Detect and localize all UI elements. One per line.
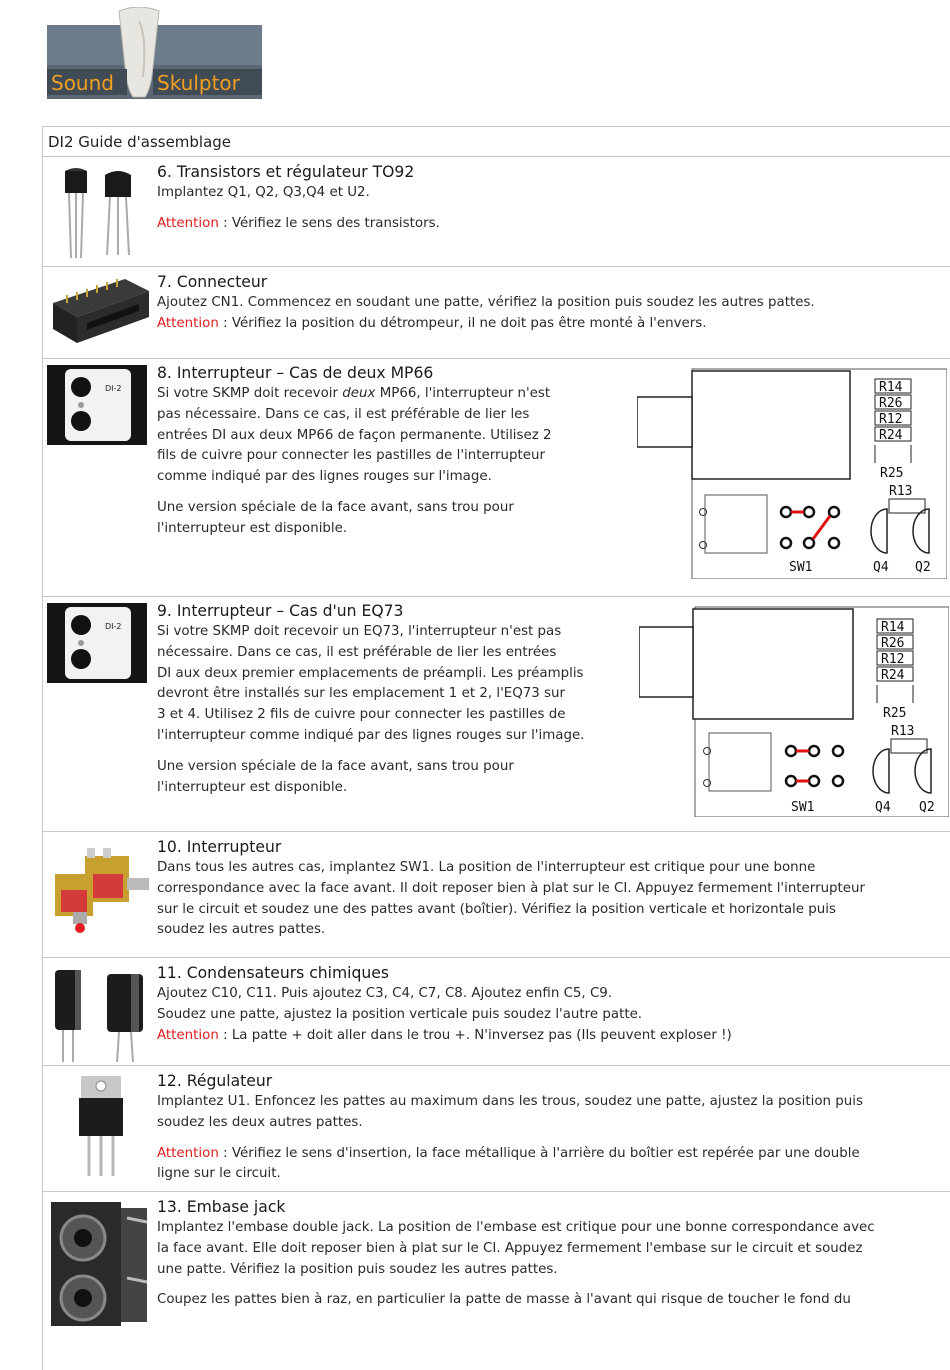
section-body [157, 1197, 947, 1311]
body-line: l'interrupteur est disponible. [157, 520, 348, 536]
section-heading: 8. Interrupteur – Cas de deux MP66 [157, 364, 434, 382]
section-switch-mp66 [42, 359, 950, 597]
body-line: une patte. Vérifiez la position puis soudez les autres pattes. [157, 1261, 558, 1277]
body-line: 3 et 4. Utilisez 2 fils de cuivre pour connecter les pastilles de [157, 707, 566, 723]
section-body [157, 837, 947, 941]
attention-label: Attention [157, 215, 219, 231]
attention-label: Attention [157, 315, 219, 331]
section-heading: 6. Transistors et régulateur TO92 [157, 163, 415, 181]
svg-text:Q4: Q4 [873, 560, 889, 575]
body-line: Soudez une patte, ajustez la position verticale puis soudez l'autre patte. [157, 1006, 643, 1022]
svg-text:R12: R12 [881, 652, 905, 667]
section-body [157, 1071, 947, 1185]
section-heading: 13. Embase jack [157, 1198, 286, 1216]
section-heading: 12. Régulateur [157, 1072, 273, 1090]
toggle-switch-photo [47, 838, 153, 938]
section-body [157, 963, 947, 1046]
svg-text:R26: R26 [879, 396, 903, 411]
section-heading: 10. Interrupteur [157, 838, 282, 856]
body-line: sur le circuit et soudez une des pattes avant (boîtier). Vérifiez la position verticale et horizontale puis [157, 901, 836, 917]
pcb-diagram-eq73 [639, 605, 949, 817]
body-line: l'interrupteur est disponible. [157, 779, 348, 795]
front-panel-photo [47, 365, 147, 445]
section-transistors [42, 157, 950, 267]
attention-label: Attention [157, 1027, 219, 1043]
svg-text:R12: R12 [879, 412, 903, 427]
svg-text:SW1: SW1 [791, 800, 815, 815]
front-panel-photo [47, 603, 147, 683]
section-connector [42, 267, 950, 359]
body-line: Ajoutez C10, C11. Puis ajoutez C3, C4, C7, C8. Ajoutez enfin C5, C9. [157, 986, 613, 1001]
body-line: Si votre SKMP doit recevoir deux MP66, l'interrupteur n'est [157, 386, 551, 401]
body-line: Si votre SKMP doit recevoir un EQ73, l'interrupteur n'est pas [157, 624, 562, 639]
body-line: Une version spéciale de la face avant, sans trou pour [157, 758, 514, 774]
svg-text:R26: R26 [881, 636, 905, 651]
section-heading: 7. Connecteur [157, 273, 268, 291]
body-line: fils de cuivre pour connecter les pastilles de l'interrupteur [157, 448, 545, 464]
body-line: Une version spéciale de la face avant, sans trou pour [157, 499, 514, 515]
body-line: la face avant. Elle doit reposer bien à plat sur le CI. Appuyez fermement l'embase sur le circuit et soudez [157, 1240, 863, 1256]
pcb-diagram-mp66 [637, 367, 947, 579]
attention-label: Attention [157, 1145, 219, 1161]
capacitor-photo [47, 964, 153, 1064]
logo-word-skulptor: Skulptor [157, 71, 240, 95]
body-line: Implantez l'embase double jack. La position de l'embase est critique pour une bonne correspondance avec [157, 1220, 875, 1235]
section-regulator [42, 1066, 950, 1192]
body-line: l'interrupteur comme indiqué par des lignes rouges sur l'image. [157, 727, 585, 743]
svg-text:R24: R24 [879, 428, 903, 443]
svg-text:SW1: SW1 [789, 560, 813, 575]
logo-word-sound: Sound [51, 71, 114, 95]
body-line: Dans tous les autres cas, implantez SW1. La position de l'interrupteur est critique pour une bonne [157, 860, 816, 875]
body-line: correspondance avec la face avant. Il doit reposer bien à plat sur le CI. Appuyez fermement l'interrupteur [157, 880, 866, 896]
svg-text:Q2: Q2 [915, 560, 931, 575]
body-line: DI aux deux premier emplacements de préampli. Les préamplis [157, 665, 584, 681]
warning-line: Attention : Vérifiez la position du détrompeur, il ne doit pas être monté à l'envers. [157, 315, 707, 331]
body-line: soudez les autres pattes. [157, 922, 326, 938]
connector-photo [47, 273, 153, 353]
body-line: devront être installés sur les emplacement 1 et 2, l'EQ73 sur [157, 686, 566, 702]
section-body [157, 162, 937, 235]
section-body [157, 601, 637, 798]
body-line: comme indiqué par des lignes rouges sur l'image. [157, 469, 492, 485]
svg-text:R13: R13 [889, 484, 913, 499]
section-jack [42, 1192, 950, 1370]
svg-text:R24: R24 [881, 668, 905, 683]
body-line: ligne sur le circuit. [157, 1166, 281, 1182]
regulator-photo [47, 1072, 153, 1182]
sound-skulptor-logo [47, 7, 262, 99]
section-heading: 9. Interrupteur – Cas d'un EQ73 [157, 602, 404, 620]
warning-line: Attention : Vérifiez le sens des transistors. [157, 215, 440, 231]
svg-text:R14: R14 [881, 620, 905, 635]
panel-label: DI-2 [105, 384, 122, 393]
svg-text:Q4: Q4 [875, 800, 891, 815]
body-line: soudez les deux autres pattes. [157, 1114, 363, 1130]
section-body [157, 363, 637, 540]
section-heading: 11. Condensateurs chimiques [157, 964, 390, 982]
document-title-row [42, 126, 950, 157]
body-line: Coupez les pattes bien à raz, en particulier la patte de masse à l'avant qui risque de toucher le fond du [157, 1292, 851, 1308]
section-switch-eq73 [42, 597, 950, 832]
transistor-photo [47, 163, 153, 263]
svg-text:R13: R13 [891, 724, 915, 739]
warning-line: Attention : La patte + doit aller dans le trou +. N'inversez pas (Ils peuvent exploser !) [157, 1027, 732, 1043]
jack-socket-photo [47, 1198, 153, 1328]
document-title: DI2 Guide d'assemblage [48, 133, 232, 151]
svg-text:Q2: Q2 [919, 800, 935, 815]
svg-text:R25: R25 [883, 706, 907, 721]
body-line: Implantez U1. Enfoncez les pattes au maximum dans les trous, soudez une patte, ajustez la position puis [157, 1094, 863, 1109]
body-line: entrées DI aux deux MP66 de façon permanente. Utilisez 2 [157, 427, 552, 443]
section-body [157, 272, 947, 335]
svg-text:R14: R14 [879, 380, 903, 395]
svg-text:R25: R25 [880, 466, 904, 481]
section-switch [42, 832, 950, 958]
body-line: nécessaire. Dans ce cas, il est préférable de lier les entrées [157, 644, 557, 660]
section-capacitors [42, 958, 950, 1066]
warning-line: Attention : Vérifiez le sens d'insertion, la face métallique à l'arrière du boîtier est repérée par une double [157, 1145, 860, 1161]
body-line: pas nécessaire. Dans ce cas, il est préférable de lier les [157, 406, 530, 422]
body-line: Ajoutez CN1. Commencez en soudant une patte, vérifiez la position puis soudez les autres pattes. [157, 295, 815, 310]
panel-label: DI-2 [105, 622, 122, 631]
body-line: Implantez Q1, Q2, Q3,Q4 et U2. [157, 185, 370, 200]
